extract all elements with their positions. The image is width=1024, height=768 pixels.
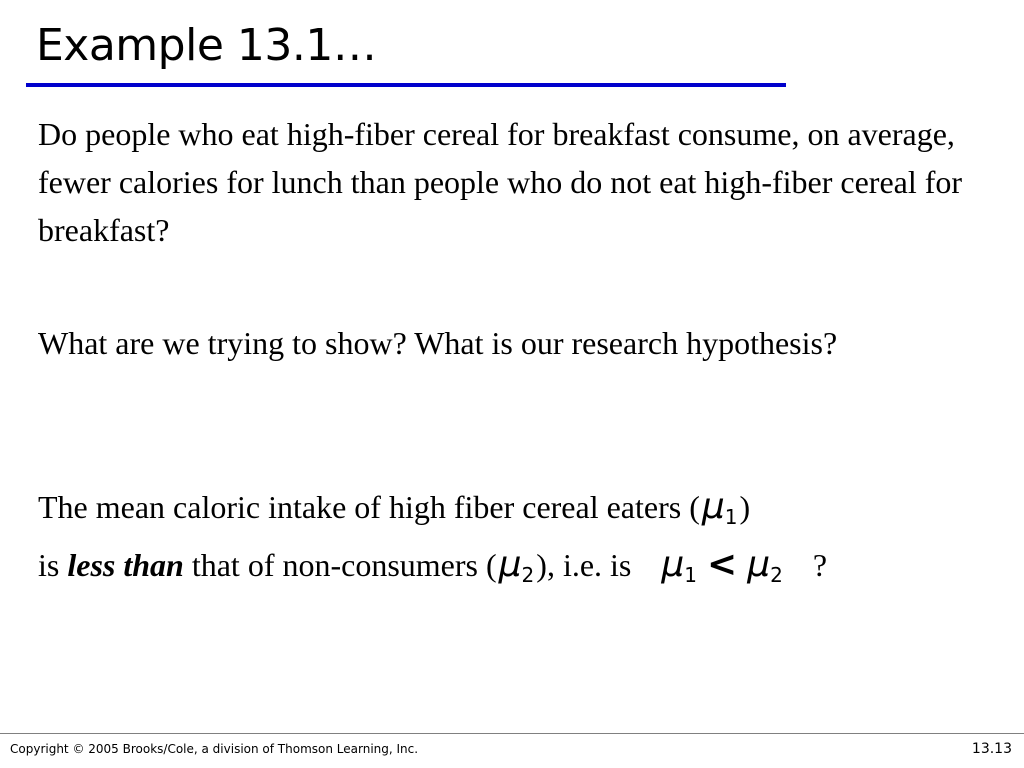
slide-number: 13.13 [971, 741, 1012, 757]
statement-line-2-mid: that of non-consumers ( [183, 547, 497, 583]
mu2-symbol [497, 541, 537, 599]
statement-line-1-close: ) [739, 489, 751, 525]
ineq-right-letter: μ [747, 544, 771, 585]
mu1-subscript: 1 [724, 505, 738, 529]
footer-copyright: Copyright © 2005 Brooks/Cole, a division of Thomson Learning, Inc. [10, 742, 419, 756]
ineq-left-subscript: 1 [684, 563, 698, 587]
less-than-operator: < [707, 544, 738, 585]
statement-line-2-is: is [38, 547, 68, 583]
statement-line-2-ie: ), i.e. is [536, 547, 632, 583]
less-than-emphasis: less than [67, 547, 184, 583]
mu1-letter: μ [701, 486, 725, 527]
question-paragraph: Do people who eat high-fiber cereal for breakfast consume, on average, fewer calories for lunch than people who do not eat high-fiber cereal for breakfast? [38, 116, 963, 248]
slide-title: Example 13.1… [36, 20, 377, 71]
title-underline [26, 83, 786, 87]
mu2-subscript: 2 [521, 563, 535, 587]
hypothesis-inequality [661, 541, 782, 599]
footer-divider [0, 733, 1024, 734]
statement-line-1-text: The mean caloric intake of high fiber cereal eaters ( [38, 489, 700, 525]
hypothesis-question-paragraph: What are we trying to show? What is our research hypothesis? [38, 325, 838, 361]
statement-line-2 [38, 541, 827, 599]
statement-line-1 [38, 483, 750, 541]
mu1-symbol [700, 483, 740, 541]
question-mark: ? [812, 547, 828, 583]
ineq-left-letter: μ [661, 544, 685, 585]
ineq-right-subscript: 2 [770, 563, 783, 587]
mu2-letter: μ [498, 544, 522, 585]
